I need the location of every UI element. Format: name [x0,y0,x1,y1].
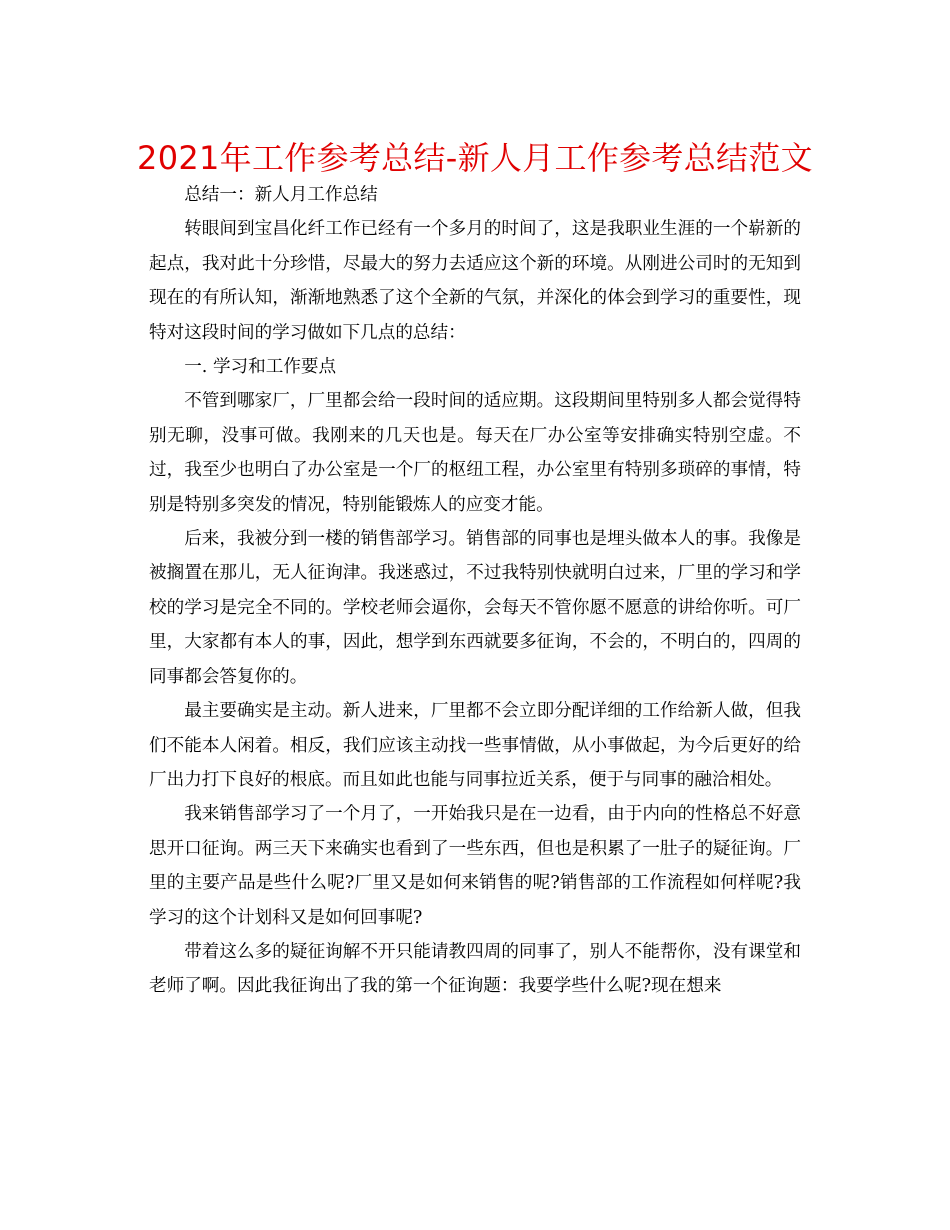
document-body [149,178,801,1004]
document-title: 2021年工作参考总结-新人月工作参考总结范文 [137,139,813,177]
section-heading: 一. 学习和工作要点 [184,357,337,378]
body-paragraph: 最主要确实是主动。新人进来，厂里都不会立即分配详细的工作给新人做，但我们不能本人闲着。相反，我们应该主动找一些事情做，从小事做起，为今后更好的给厂出力打下良好的根底。而且如此也能与同事拉近关系，便于与同事的融洽相处。 [149,701,801,790]
intro-paragraph: 转眼间到宝昌化纤工作已经有一个多月的时间了，这是我职业生涯的一个崭新的起点，我对此十分珍惜，尽最大的努力去适应这个新的环境。从刚进公司时的无知到现在的有所认知，渐渐地熟悉了这个全新的气氛，并深化的体会到学习的重要性，现特对这段时间的学习做如下几点的总结： [149,219,801,343]
body-paragraph: 带着这么多的疑征询解不开只能请教四周的同事了，别人不能帮你，没有课堂和老师了啊。因此我征询出了我的第一个征询题：我要学些什么呢?现在想来 [149,941,801,997]
body-paragraph: 我来销售部学习了一个月了，一开始我只是在一边看，由于内向的性格总不好意思开口征询。两三天下来确实也看到了一些东西，但也是积累了一肚子的疑征询。厂里的主要产品是些什么呢?厂里又是如何来销售的呢?销售部的工作流程如何样呢?我学习的这个计划科又是如何回事呢? [149,804,801,928]
body-paragraph: 后来，我被分到一楼的销售部学习。销售部的同事也是埋头做本人的事。我像是被搁置在那儿，无人征询津。我迷惑过，不过我特别快就明白过来，厂里的学习和学校的学习是完全不同的。学校老师会逼你，会每天不管你愿不愿意的讲给你听。可厂里，大家都有本人的事，因此，想学到东西就要多征询，不会的，不明白的，四周的同事都会答复你的。 [149,529,801,687]
body-paragraph: 不管到哪家厂，厂里都会给一段时间的适应期。这段期间里特别多人都会觉得特别无聊，没事可做。我刚来的几天也是。每天在厂办公室等安排确实特别空虚。不过，我至少也明白了办公室是一个厂的枢纽工程，办公室里有特别多琐碎的事情，特别是特别多突发的情况，特别能锻炼人的应变才能。 [149,391,801,515]
document-subtitle: 总结一：新人月工作总结 [184,185,378,205]
